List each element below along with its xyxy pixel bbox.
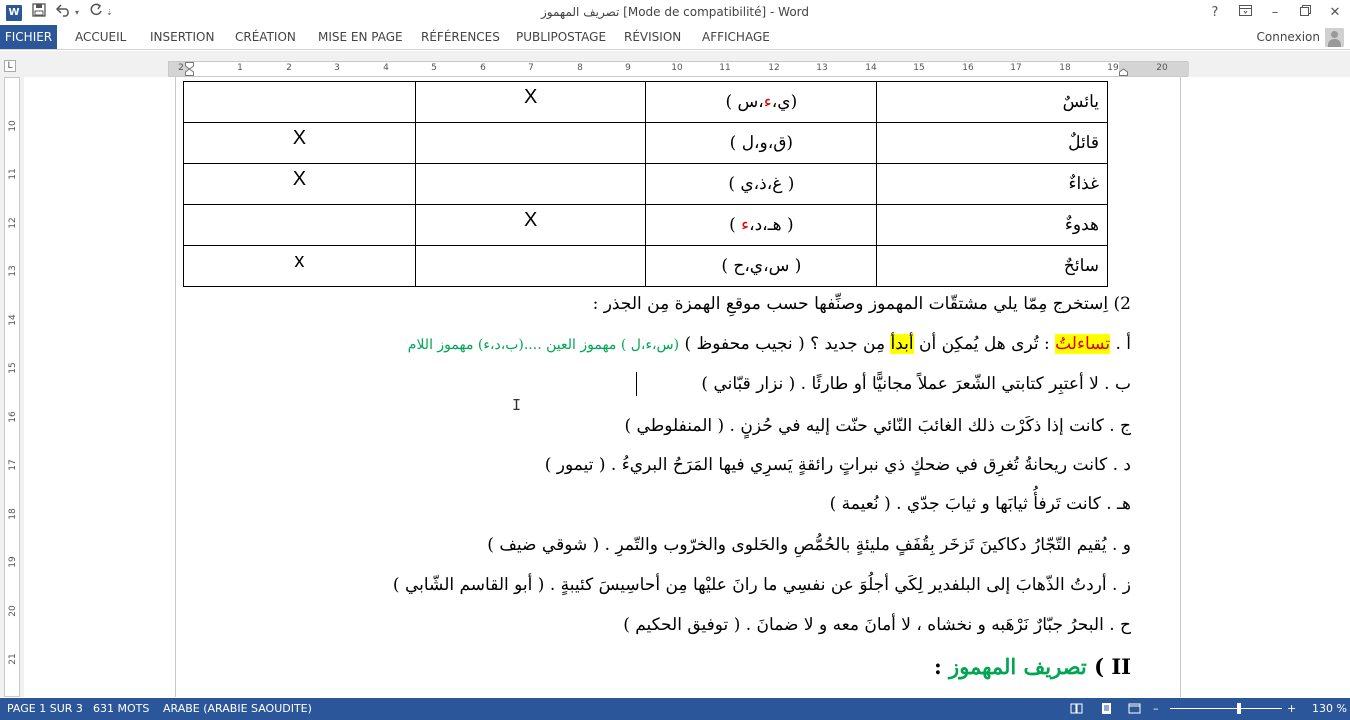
line-text: : تُرى هل يُمكِن أن [913,334,1056,354]
derivation-table [183,81,1108,287]
ruler-tick: 12 [768,63,780,73]
table-cell-mark[interactable]: X [415,82,646,123]
tab-fichier[interactable]: FICHIER [0,25,57,49]
zoom-slider[interactable] [1170,708,1282,709]
avatar[interactable] [1325,28,1344,47]
table-row [184,82,1108,123]
exercise-line-h: ح . البحرُ جبّارٌ نَرْهَبه و نخشاه ، لا أمانَ معه و لا ضمانَ . ( توفيق الحكيم ) [623,615,1131,635]
root-hamza: ء [763,92,772,112]
ruler-tick: 21 [8,653,18,665]
table-cell-word[interactable]: هدوءٌ [877,205,1108,246]
ruler-tick: 4 [383,63,389,73]
ruler-area [0,51,1350,77]
ribbon-tabs [0,25,1350,50]
table-cell-mark[interactable]: X [184,164,416,205]
tab-creation[interactable]: CRÉATION [235,30,296,44]
root-part: ( غ،ذ،ي ) [728,174,795,194]
ruler-tick: 13 [8,265,18,277]
zoom-slider-thumb[interactable] [1237,703,1241,714]
ruler-tick: 11 [719,63,731,73]
table-cell-root[interactable] [646,246,877,287]
root-part: (ق،و،ل ) [729,133,794,153]
restore-icon[interactable] [1290,5,1320,20]
print-layout-icon[interactable] [1100,702,1113,715]
exercise-line-d: د . كانت ريحانةُ تُغرِق في ضحكٍ ذي نبراتٍ رائقةٍ يَسرِي فيها المَرَحُ البريءُ . ( تيمور ) [544,455,1131,475]
close-icon[interactable]: ✕ [1329,5,1341,20]
table-cell-mark[interactable] [415,164,646,205]
web-layout-icon[interactable] [1128,702,1141,715]
root-part: (ي، [771,92,798,112]
table-cell-word[interactable]: يائسٌ [877,82,1108,123]
ruler-tick: 15 [913,63,925,73]
ruler-tick: 14 [8,314,18,326]
table-cell-mark[interactable] [184,82,416,123]
answer-text: (ب،د،ء) مهموز اللام [407,337,524,353]
table-row [184,123,1108,164]
ruler-tick: 18 [8,508,18,520]
table-cell-root[interactable] [646,205,877,246]
right-indent-marker[interactable] [1119,62,1128,76]
table-cell-mark[interactable]: X [415,205,646,246]
highlighted-word: أبدأ [890,334,914,354]
ribbon-display-icon[interactable] [1230,5,1260,20]
exercise-line-e: هـ . كانت تَرفأُ ثيابَها و ثيابَ جدّي . ( نُعيمة ) [829,494,1131,514]
ruler-tick: 20 [8,605,18,617]
zoom-in-icon[interactable]: + [1287,702,1297,715]
text-caret [636,372,637,396]
root-part: ( هـ،د، [749,215,794,235]
table-row [184,205,1108,246]
ruler-tick: 6 [480,63,486,73]
ruler-tick: 13 [816,63,828,73]
ruler-tick: 2 [286,63,292,73]
table-cell-mark[interactable] [184,205,416,246]
word-count[interactable]: 631 MOTS [93,702,150,715]
ruler-tick: 15 [8,362,18,374]
horizontal-ruler[interactable] [168,61,1188,77]
ruler-tick: 12 [8,217,18,229]
section-heading [934,654,1131,679]
minimize-icon[interactable]: – [1271,5,1279,20]
ruler-tick: 10 [671,63,683,73]
page-indicator[interactable]: PAGE 1 SUR 3 [7,702,83,715]
line-text: مِن جديد ؟ ( نجيب محفوظ ) [679,334,891,354]
answer-text: (س،ء،ل ) مهموز العين .... [523,337,680,353]
table-cell-mark[interactable] [415,123,646,164]
ruler-tick: 2 [178,63,184,73]
window-title: تصريف المهموز [Mode de compatibilité] - Word [541,5,809,19]
help-icon[interactable]: ? [1211,5,1219,20]
tab-references[interactable]: RÉFÉRENCES [421,30,500,44]
ruler-tick: 10 [8,120,18,132]
page-edge [1180,77,1181,697]
ruler-tick: 18 [1059,63,1071,73]
ruler-tick: 11 [8,168,18,180]
question-2: 2) اِستخرج مِمّا يلي مشتقّات المهموز وصنِّفها حسب موقعِ الهمزة مِن الجذر : [592,294,1131,314]
ruler-tick: 14 [865,63,877,73]
table-cell-word[interactable]: غذاءٌ [877,164,1108,205]
ibeam-cursor-icon: I [512,396,522,414]
ruler-tick: 8 [577,63,583,73]
tab-publipostage[interactable]: PUBLIPOSTAGE [516,30,607,44]
ruler-tick: 16 [8,411,18,423]
section-number: II [1111,654,1131,679]
ruler-tick: 20 [1156,63,1168,73]
window-controls [1200,0,1350,25]
root-part: ( س،ي،ح ) [721,256,802,276]
highlighted-word: تساءلتُ [1055,334,1111,354]
status-bar [0,698,1350,720]
root-hamza: ء [741,215,750,235]
table-row [184,164,1108,205]
table-cell-mark[interactable]: X [184,123,416,164]
ruler-tick: 19 [8,556,18,568]
table-row [184,246,1108,287]
section-title: تصريف المهموز [949,654,1087,679]
exercise-line-c: ج . كانت إذا ذكَرْت ذلك الغائبَ النّائي حنّت إليه في حُزنٍ . ( المنفلوطي ) [624,416,1131,436]
word-app-icon[interactable]: W [6,5,22,21]
vertical-ruler[interactable] [4,77,20,697]
language-indicator[interactable]: ARABE (ARABIE SAOUDITE) [163,702,312,715]
table-cell-mark[interactable] [415,246,646,287]
read-mode-icon[interactable] [1070,702,1083,715]
table-cell-root[interactable] [646,82,877,123]
ruler-tick: 3 [334,63,340,73]
ruler-tick: 1 [237,63,243,73]
table-cell-word[interactable]: قائلٌ [877,123,1108,164]
ruler-tick: 17 [8,459,18,471]
tab-mise-en-page[interactable]: MISE EN PAGE [318,30,403,44]
table-cell-root[interactable] [646,164,877,205]
ruler-tick: 19 [1107,63,1119,73]
ruler-tick: 5 [431,63,437,73]
table-cell-root[interactable] [646,123,877,164]
table-cell-word[interactable]: سائحٌ [877,246,1108,287]
tab-affichage[interactable]: AFFICHAGE [702,30,770,44]
exercise-line-g: ز . أردتُ الذّهابَ إلى البلفدير لِكَي أجلُوَ عن نفسِي ما رانَ عليْها مِن أحاسِيسَ كئيبةٍ . ( أبو القاسم الشّابي ) [392,575,1131,595]
section-paren: ) [1086,654,1112,679]
title-bar [0,0,1350,25]
root-part: ،س ) [725,92,764,112]
ruler-tick: 9 [625,63,631,73]
page-edge [175,77,176,697]
customize-qat-icon[interactable]: ⇣ [106,8,113,17]
table-cell-mark[interactable]: x [184,246,416,287]
section-colon: : [933,654,950,679]
root-part: ) [729,215,742,235]
first-line-indent-marker[interactable] [185,62,194,76]
exercise-line-f: و . يُقيم التّجّارُ دكاكينَ تَزخَر بِقُفَفٍ مليئةٍ بالحُمُّصِ والحَلوى والخرّوب والتّمرِ . ( شوقي ضيف ) [487,535,1131,555]
exercise-line-a [408,334,1131,354]
tab-selector[interactable]: L [4,60,16,72]
vertical-ruler-area [0,77,24,697]
tab-revision[interactable]: RÉVISION [624,30,682,44]
signin-link[interactable]: Connexion [1256,30,1320,44]
line-prefix: أ . [1110,334,1131,354]
tab-accueil[interactable]: ACCUEIL [75,30,127,44]
undo-dropdown-icon[interactable]: ▾ [75,8,80,17]
zoom-out-icon[interactable]: – [1153,702,1159,715]
ruler-margin-right [1119,62,1189,76]
zoom-level[interactable]: 130 % [1312,702,1347,715]
ruler-tick: 7 [528,63,534,73]
exercise-line-b: ب . لا أعتبِر كتابتي الشّعرَ عملاً مجانيًّا أو طارئًا . ( نزار قبّاني ) [701,374,1131,394]
ruler-tick: 17 [1010,63,1022,73]
ruler-tick: 16 [962,63,974,73]
tab-insertion[interactable]: INSERTION [150,30,215,44]
